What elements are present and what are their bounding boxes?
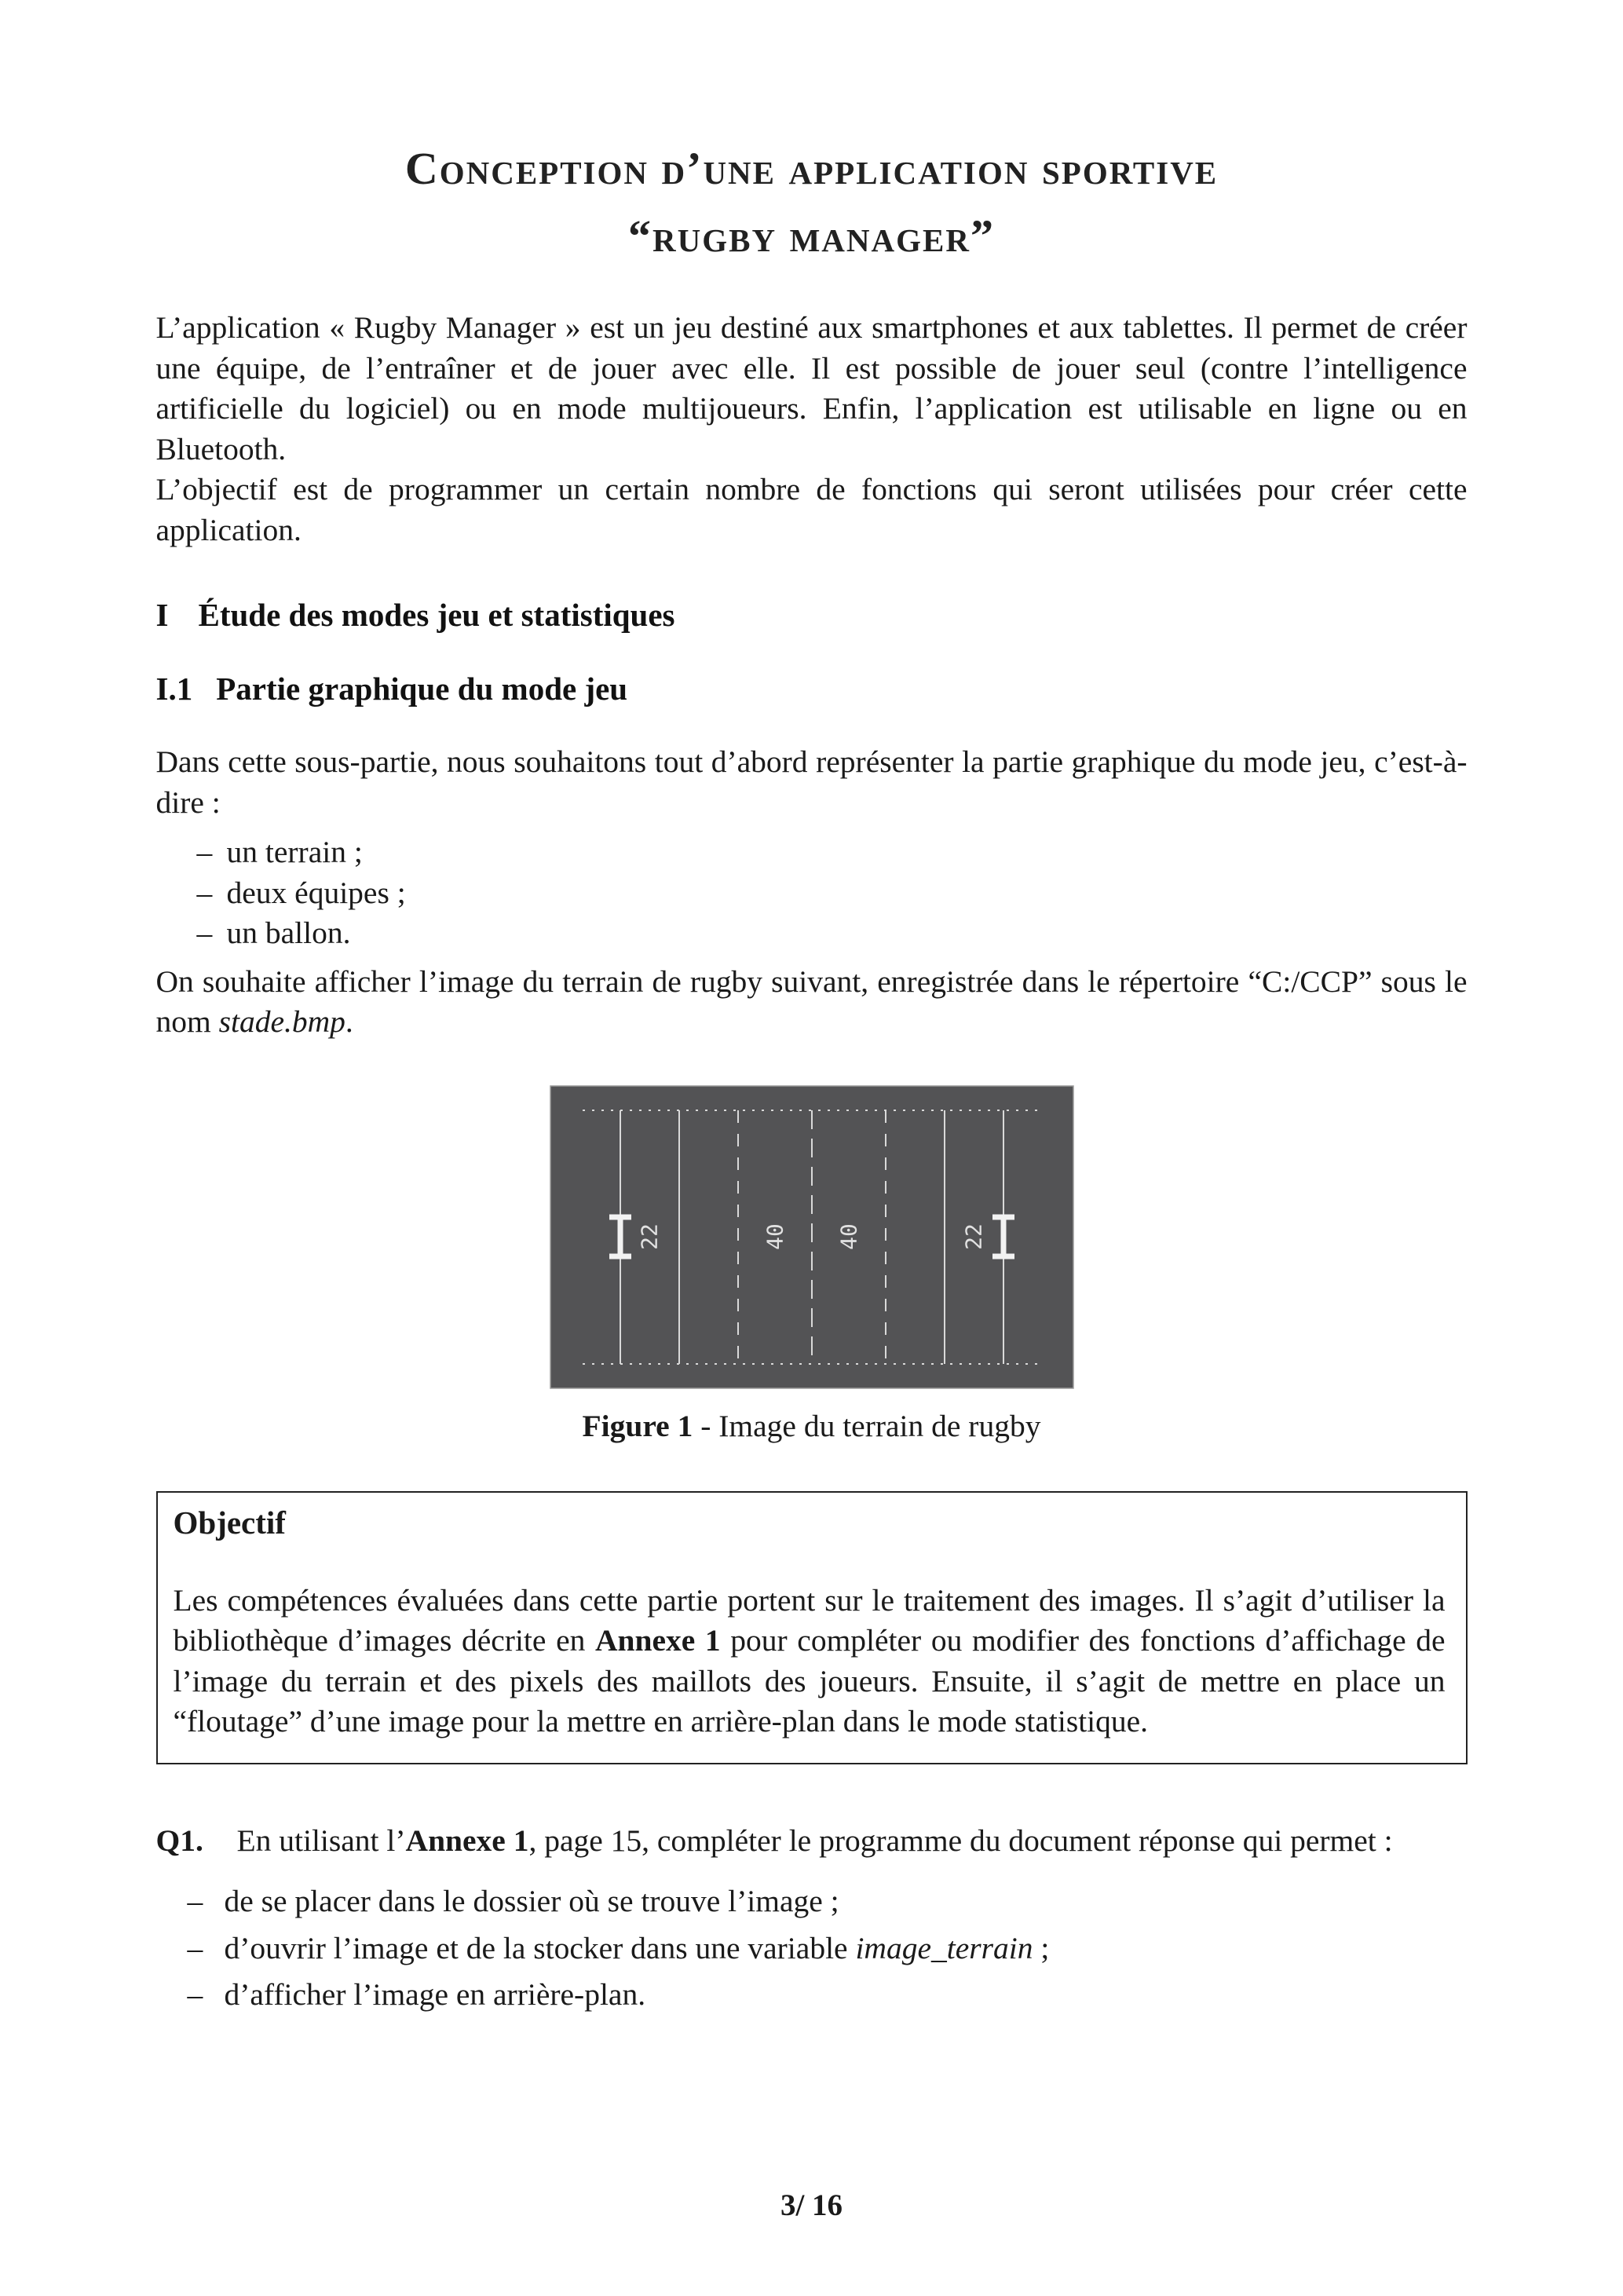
subsection-title: Partie graphique du mode jeu [216,671,628,707]
question-text-post: , page 15, compléter le programme du document réponse qui permet : [528,1823,1393,1858]
question-text-pre: En utilisant l’ [236,1823,406,1858]
item-text-pre: de se placer dans le dossier où se trouve l’image ; [224,1884,839,1918]
dash-marker: – [187,1977,203,2012]
field-number-22-left: 22 [636,1223,662,1250]
list-item-text [225,1975,1468,2016]
objectif-box [156,1491,1468,1764]
figure-caption [156,1408,1468,1444]
objectif-title: Objectif [173,1504,286,1541]
page-content [156,0,1468,2016]
section-heading-1 [156,596,1468,634]
question-label: Q1. [155,1823,203,1858]
stade-paragraph-post: . [345,1004,353,1039]
mode-elements-list [156,832,1468,954]
list-item [188,1929,1468,1969]
question-q1 [156,1821,1468,1862]
dash-marker: – [196,875,213,910]
figure-caption-label: Figure 1 [582,1408,693,1443]
subsection-heading-1-1 [156,670,1468,707]
question-text [237,1821,1468,1862]
field-number-40-left: 40 [762,1223,788,1250]
figure-caption-text: - Image du terrain de rugby [693,1408,1041,1443]
figure-1 [156,1085,1468,1444]
dash-marker: – [187,1930,203,1965]
dash-marker: – [187,1884,203,1918]
objectif-body-post: pour compléter ou modifier des fonctions d’affichage de l’image du terrain et des pixels des maillots des joueurs. Ensuite, il s’agit de mettre en place un “floutage” d’une image pour la mettre en arrière-plan dans le mode statistique. [173,1623,1446,1738]
list-item-text: un terrain ; [226,835,363,869]
annexe-1-reference: Annexe 1 [405,1823,529,1858]
list-item [197,913,1468,954]
title-line-1: Conception d’une application sportive [404,143,1219,194]
rugby-field-image [550,1085,1074,1389]
list-item-text: deux équipes ; [226,875,406,910]
stade-paragraph-pre: On souhaite afficher l’image du terrain de rugby suivant, enregistrée dans le répertoire “C:/CCP” sous le nom [155,963,1468,1039]
field-number-22-right: 22 [960,1223,986,1250]
intro-paragraph-1: L’application « Rugby Manager » est un jeu destiné aux smartphones et aux tablettes. Il permet de créer une équipe, de l’entraîner et de jouer avec elle. Il est possible de jouer seul (contre l’intelligence artificielle du logiciel) ou en mode multijoueurs. Enfin, l’application est utilisable en ligne ou en Bluetooth. [155,310,1468,466]
file-name: stade.bmp [218,1004,345,1039]
list-item [197,832,1468,873]
list-item-text: un ballon. [226,916,351,950]
subsection-number: I.1 [155,671,193,707]
q1-requirements-list [156,1881,1468,2016]
list-item [188,1975,1468,2016]
field-number-40-right: 40 [835,1223,861,1250]
intro-paragraph-2: L’objectif est de programmer un certain nombre de fonctions qui seront utilisées pour créer cette application. [155,472,1468,547]
section-number: I [155,597,169,633]
list-item [188,1881,1468,1922]
item-text-pre: d’afficher l’image en arrière-plan. [224,1977,646,2012]
item-text-post: ; [1033,1930,1050,1965]
list-item-text [225,1929,1468,1969]
dash-marker: – [196,835,213,869]
dash-marker: – [196,916,213,950]
document-title [156,135,1468,270]
objectif-body [174,1581,1446,1742]
item-text-pre: d’ouvrir l’image et de la stocker dans une variable [224,1930,856,1965]
graphics-intro-paragraph: Dans cette sous-partie, nous souhaitons tout d’abord représenter la partie graphique du mode jeu, c’est-à-dire : [155,744,1468,820]
section-title: Étude des modes jeu et statistiques [198,597,675,633]
page-number: 3/ 16 [780,2188,843,2222]
annexe-1-reference: Annexe 1 [594,1623,721,1658]
title-line-2: “rugby manager” [628,210,995,261]
stade-paragraph [156,962,1468,1043]
list-item [197,873,1468,914]
variable-name: image_terrain [855,1930,1033,1965]
list-item-text [225,1881,1468,1922]
objectif-body-pre: Les compétences évaluées dans cette partie portent sur le traitement des images. Il s’agit d’utiliser la bibliothèque d’images décrite en [173,1582,1446,1658]
